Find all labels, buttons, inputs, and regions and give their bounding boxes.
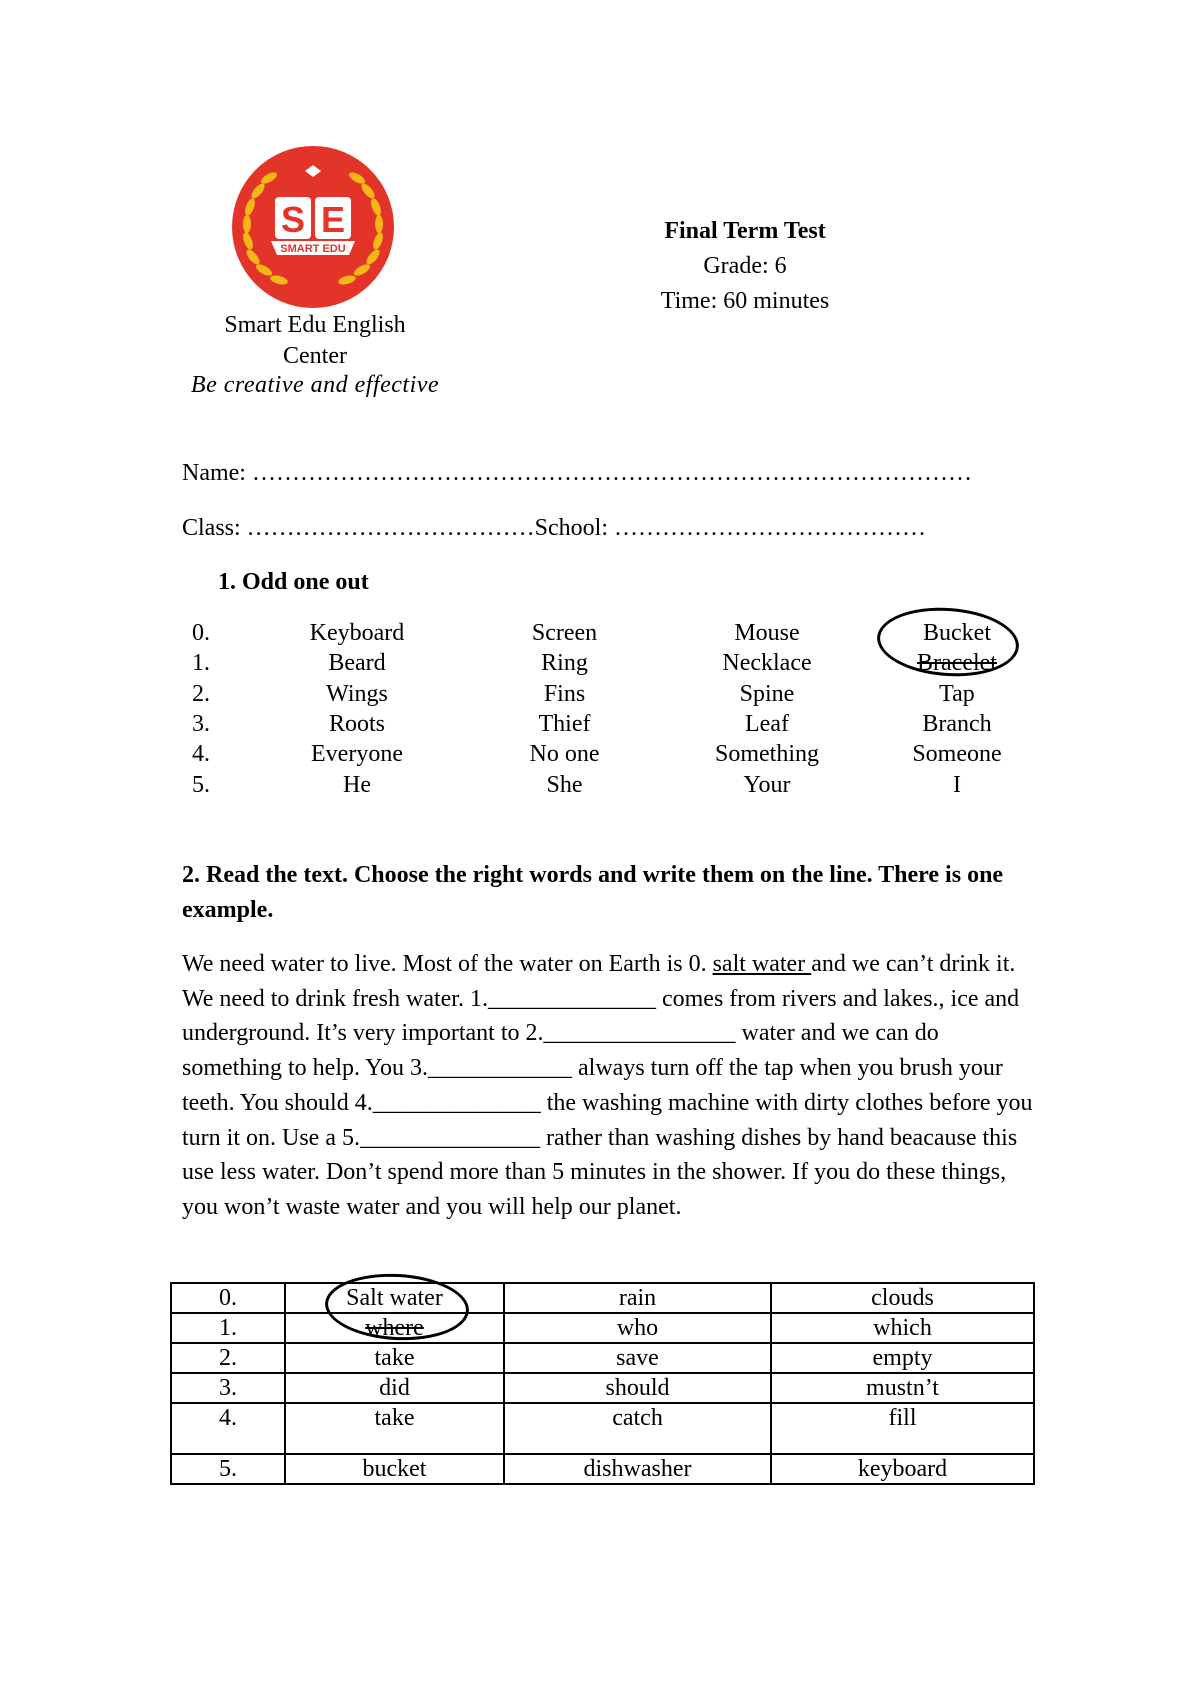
test-grade: Grade: 6 xyxy=(703,253,787,279)
table-row xyxy=(180,709,1032,739)
name-field[interactable]: Name: ……………………………………………………………………………… xyxy=(182,460,972,486)
option-cell: bucket xyxy=(285,1454,504,1484)
table-row xyxy=(180,769,1032,799)
option-cell: did xyxy=(285,1373,504,1403)
option-number: 5. xyxy=(171,1454,285,1484)
reading-passage xyxy=(182,947,1042,1225)
word-cell: Spine xyxy=(739,680,795,707)
word-cell: Branch xyxy=(922,711,992,738)
passage-example-answer: salt water xyxy=(712,951,812,977)
option-cell: fill xyxy=(771,1403,1034,1454)
option-cell: clouds xyxy=(771,1283,1034,1313)
table-row xyxy=(171,1373,1034,1403)
option-cell: save xyxy=(504,1343,771,1373)
option-cell: which xyxy=(771,1313,1034,1343)
word-cell: I xyxy=(953,771,961,798)
option-number: 0. xyxy=(171,1283,285,1313)
test-time: Time: 60 minutes xyxy=(660,288,830,314)
word-cell: She xyxy=(546,771,583,798)
section1-title: 1. Odd one out xyxy=(218,569,369,595)
row-number: 1. xyxy=(192,650,210,677)
option-cell: take xyxy=(285,1343,504,1373)
logo-letter-s: S xyxy=(280,199,306,240)
option-cell: Salt water xyxy=(285,1283,504,1313)
option-cell: keyboard xyxy=(771,1454,1034,1484)
option-number: 1. xyxy=(171,1313,285,1343)
option-number: 2. xyxy=(171,1343,285,1373)
school-motto: Be creative and effective xyxy=(190,372,440,398)
table-row xyxy=(171,1403,1034,1454)
word-cell: Beard xyxy=(328,650,386,677)
word-cell: Something xyxy=(714,741,819,768)
word-cell: Leaf xyxy=(745,711,789,738)
word-cell: Wings xyxy=(326,680,388,707)
word-cell: Keyboard xyxy=(309,620,405,647)
option-cell: take xyxy=(285,1403,504,1454)
word-cell: Everyone xyxy=(311,741,403,768)
section2-instruction: 2. Read the text. Choose the right words and write them on the line. There is one example. xyxy=(182,862,1004,923)
school-name-line2: Center xyxy=(283,343,347,369)
word-cell: Mouse xyxy=(734,620,800,647)
option-number: 4. xyxy=(171,1403,285,1454)
logo-letter-e: E xyxy=(320,199,346,240)
word-cell: Tap xyxy=(939,680,975,707)
option-cell: mustn’t xyxy=(771,1373,1034,1403)
logo-banner-text: SMART EDU xyxy=(280,243,346,255)
word-cell: He xyxy=(343,771,371,798)
row-number: 4. xyxy=(192,741,210,768)
word-cell: Bracelet xyxy=(917,650,997,677)
test-title: Final Term Test xyxy=(664,218,826,244)
row-number: 0. xyxy=(192,620,210,647)
option-cell: who xyxy=(504,1313,771,1343)
option-cell: rain xyxy=(504,1283,771,1313)
row-number: 2. xyxy=(192,680,210,707)
word-cell: Roots xyxy=(328,711,385,738)
table-row xyxy=(171,1313,1034,1343)
table-row xyxy=(171,1283,1034,1313)
answer-options-table xyxy=(170,1282,1035,1485)
passage-text: and we can’t drink it. We need to drink fresh water. 1.______________ comes from rivers and lakes., ice and underground. It’s very important to 2.________________ water and we can do something to help. You 3.____________ always turn off the tap when you brush your teeth. You should 4.______________ the washing machine with dirty clothes before you turn it on. Use a 5._______________ rather than washing dishes by hand beacause this use less water. Don’t spend more than 5 minutes in the shower. If you do these things, you won’t waste water and you will help our planet. xyxy=(182,951,1033,1220)
row-number: 5. xyxy=(192,771,210,798)
word-cell: Thief xyxy=(538,711,591,738)
table-row xyxy=(180,679,1032,709)
table-row xyxy=(180,648,1032,678)
word-cell: Necklace xyxy=(722,650,812,677)
passage-text: We need water to live. Most of the water on Earth is 0. xyxy=(182,951,713,977)
table-row xyxy=(180,618,1032,648)
option-cell: should xyxy=(504,1373,771,1403)
table-row xyxy=(171,1454,1034,1484)
option-cell: where xyxy=(285,1313,504,1343)
word-cell: Your xyxy=(743,771,791,798)
word-cell: Fins xyxy=(543,680,586,707)
word-cell: Bucket xyxy=(923,620,991,647)
option-cell: dishwasher xyxy=(504,1454,771,1484)
school-logo xyxy=(231,145,395,309)
row-number: 3. xyxy=(192,711,210,738)
word-cell: Screen xyxy=(531,620,598,647)
school-name xyxy=(170,310,460,372)
table-row xyxy=(171,1343,1034,1373)
table-row xyxy=(180,739,1032,769)
option-cell: empty xyxy=(771,1343,1034,1373)
option-number: 3. xyxy=(171,1373,285,1403)
word-cell: Someone xyxy=(912,741,1002,768)
word-cell: Ring xyxy=(541,650,588,677)
class-school-field[interactable]: Class: ………………………………School: ………………………………… xyxy=(182,515,927,541)
word-cell: No one xyxy=(529,741,600,768)
school-name-line1: Smart Edu English xyxy=(224,312,406,338)
odd-one-out-table xyxy=(180,618,1032,800)
option-cell: catch xyxy=(504,1403,771,1454)
test-info xyxy=(600,214,890,319)
